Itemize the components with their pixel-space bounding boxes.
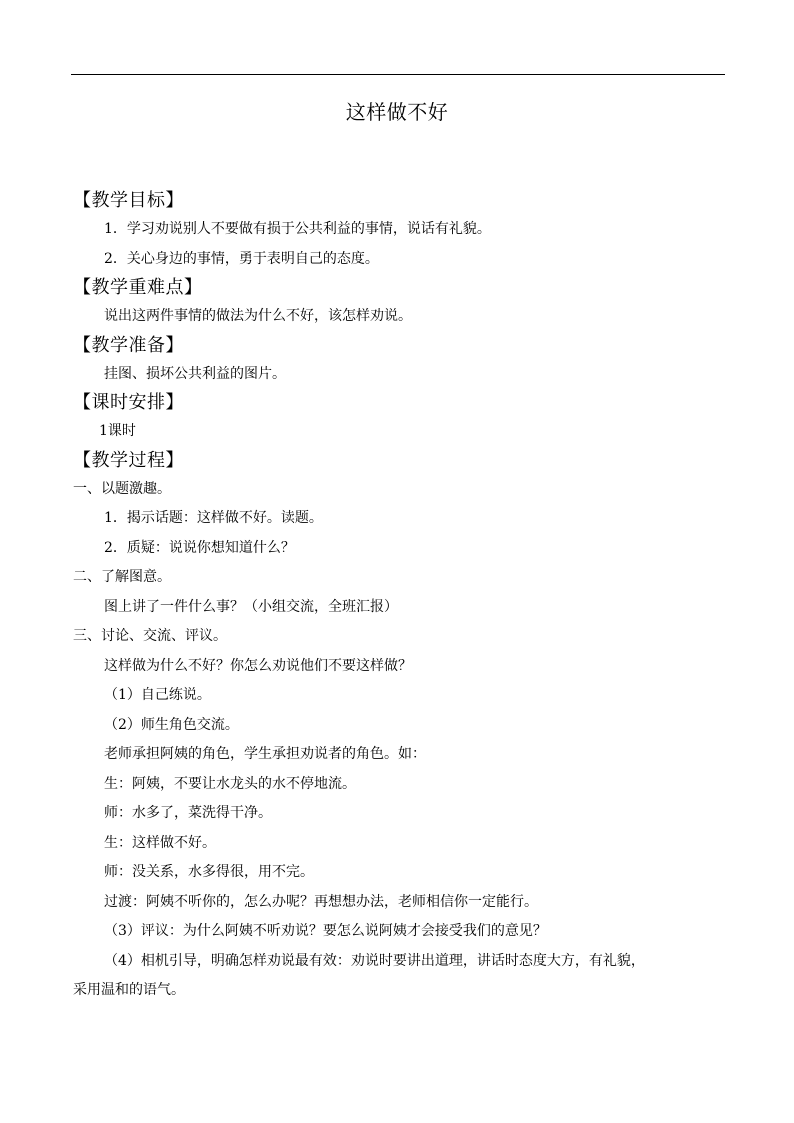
header-rule [71, 74, 725, 75]
goal-item: 2．关心身边的事情，勇于表明自己的态度。 [104, 250, 379, 267]
process-step-line: （3）评议：为什么阿姨不听劝说？要怎么说阿姨才会接受我们的意见？ [104, 923, 547, 939]
process-step-title: 二、了解图意。 [73, 569, 171, 585]
section-heading-goals: 【教学目标】 [73, 190, 184, 211]
process-step-line: 老师承担阿姨的角色，学生承担劝说者的角色。如： [104, 746, 426, 762]
document-title: 这样做不好 [345, 100, 449, 124]
prep-text: 挂图、损坏公共利益的图片。 [104, 365, 286, 382]
process-step-line: （4）相机引导，明确怎样劝说最有效：劝说时要讲出道理，讲话时态度大方，有礼貌， [104, 952, 645, 969]
process-step-line: （1）自己练说。 [104, 687, 211, 703]
process-step-line: （2）师生角色交流。 [104, 716, 239, 733]
goal-item: 1．学习劝说别人不要做有损于公共利益的事情，说话有礼貌。 [104, 221, 491, 237]
section-heading-prep: 【教学准备】 [73, 334, 184, 356]
process-step-title: 一、以题激趣。 [73, 480, 171, 497]
dialogue-line: 师：水多了，菜洗得干净。 [104, 805, 272, 821]
process-step-line-continued: 采用温和的语气。 [73, 982, 185, 998]
process-step-item: 1．揭示话题：这样做不好。读题。 [104, 510, 323, 526]
section-heading-schedule: 【课时安排】 [73, 392, 184, 413]
section-heading-process: 【教学过程】 [73, 449, 184, 471]
process-step-text: 图上讲了一件什么事？（小组交流，全班汇报） [104, 598, 398, 615]
schedule-text: 1课时 [99, 423, 136, 439]
process-step-line: 过渡：阿姨不听你的，怎么办呢？再想想办法，老师相信你一定能行。 [104, 893, 538, 910]
keypoints-text: 说出这两件事情的做法为什么不好，该怎样劝说。 [104, 308, 412, 324]
dialogue-line: 生：阿姨，不要让水龙头的水不停地流。 [104, 775, 356, 792]
process-step-line: 这样做为什么不好？你怎么劝说他们不要这样做？ [104, 657, 412, 674]
document-body [73, 187, 733, 1006]
dialogue-line: 师：没关系，水多得很，用不完。 [104, 864, 314, 880]
process-step-item: 2．质疑：说说你想知道什么？ [104, 539, 295, 556]
process-step-title: 三、讨论、交流、评议。 [73, 628, 227, 644]
section-heading-keypoints: 【教学重难点】 [73, 277, 203, 298]
dialogue-line: 生：这样做不好。 [104, 834, 216, 851]
